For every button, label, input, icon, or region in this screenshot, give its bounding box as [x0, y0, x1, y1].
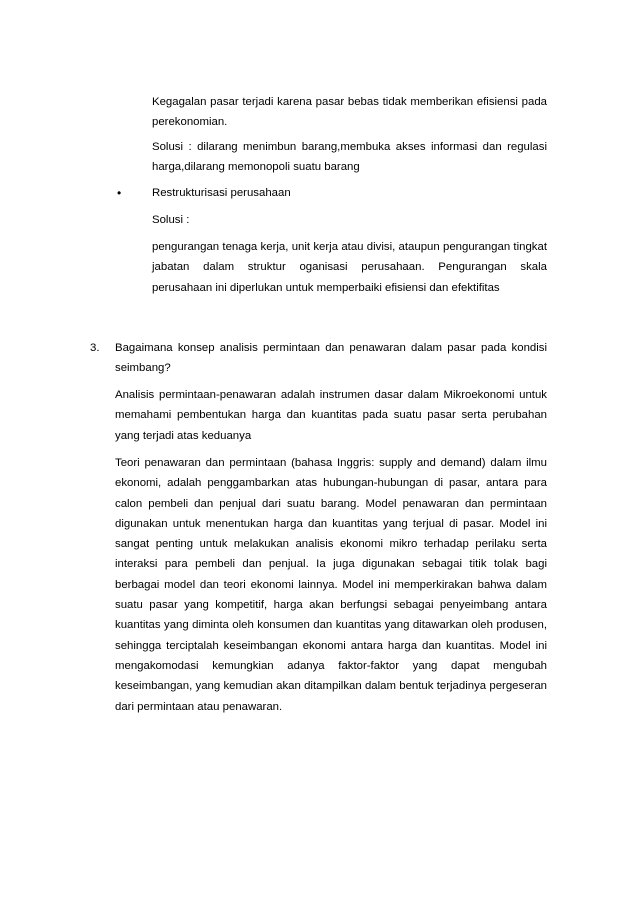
answer-paragraph-2: Teori penawaran dan permintaan (bahasa Inggris: supply and demand) dalam ilmu ekonomi, adalah penggambarkan atas hubungan-hubungan di pasar, antara para calon pembeli dan penjual dari suatu barang. Model penawaran dan permintaan digunakan untuk menentukan harga dan kuantitas yang terjual di pasar. Model ini sangat penting untuk melakukan analisis ekonomi mikro terhadap perilaku serta interaksi para pembeli dan penjual. Ia juga digunakan sebagai titik tolak bagi berbagai model dan teori ekonomi lainnya. Model ini memperkirakan bahwa dalam suatu pasar yang kompetitif, harga akan berfungsi sebagai penyeimbang antara kuantitas yang diminta oleh konsumen dan kuantitas yang ditawarkan oleh produsen, sehingga terciptalah keseimbangan ekonomi antara harga dan kuantitas. Model ini mengakomodasi kemungkian adanya faktor-faktor yang dapat mengubah keseimbangan, yang kemudian akan ditampilkan dalam bentuk terjadinya pergeseran dari permintaan atau penawaran. — [115, 457, 547, 713]
paragraph-solution-2: pengurangan tenaga kerja, unit kerja atau divisi, ataupun pengurangan tingkat jabatan dalam struktur oganisasi perusahaan. Pengurangan skala perusahaan ini diperlukan untuk memperbaiki efisiensi dan efektifitas — [152, 241, 547, 294]
paragraph-solution-1: Solusi : dilarang menimbun barang,membuka akses informasi dan regulasi harga,dilarang memonopoli suatu barang — [152, 141, 547, 174]
answer-paragraph-1: Analisis permintaan-penawaran adalah instrumen dasar dalam Mikroekonomi untuk memahami pembentukan harga dan kuantitas pada suatu pasar serta perubahan yang terjadi atas keduanya — [115, 389, 547, 442]
question-text: Bagaimana konsep analisis permintaan dan penawaran dalam pasar pada kondisi seimbang? — [115, 342, 547, 375]
paragraph-market-failure: Kegagalan pasar terjadi karena pasar bebas tidak memberikan efisiensi pada perekonomian. — [152, 96, 547, 129]
paragraph-solution-label: Solusi : — [152, 214, 190, 226]
bullet-item-restructuring: Restrukturisasi perusahaan — [152, 187, 291, 199]
question-number: 3. — [90, 342, 100, 354]
bullet-icon: • — [117, 186, 122, 200]
